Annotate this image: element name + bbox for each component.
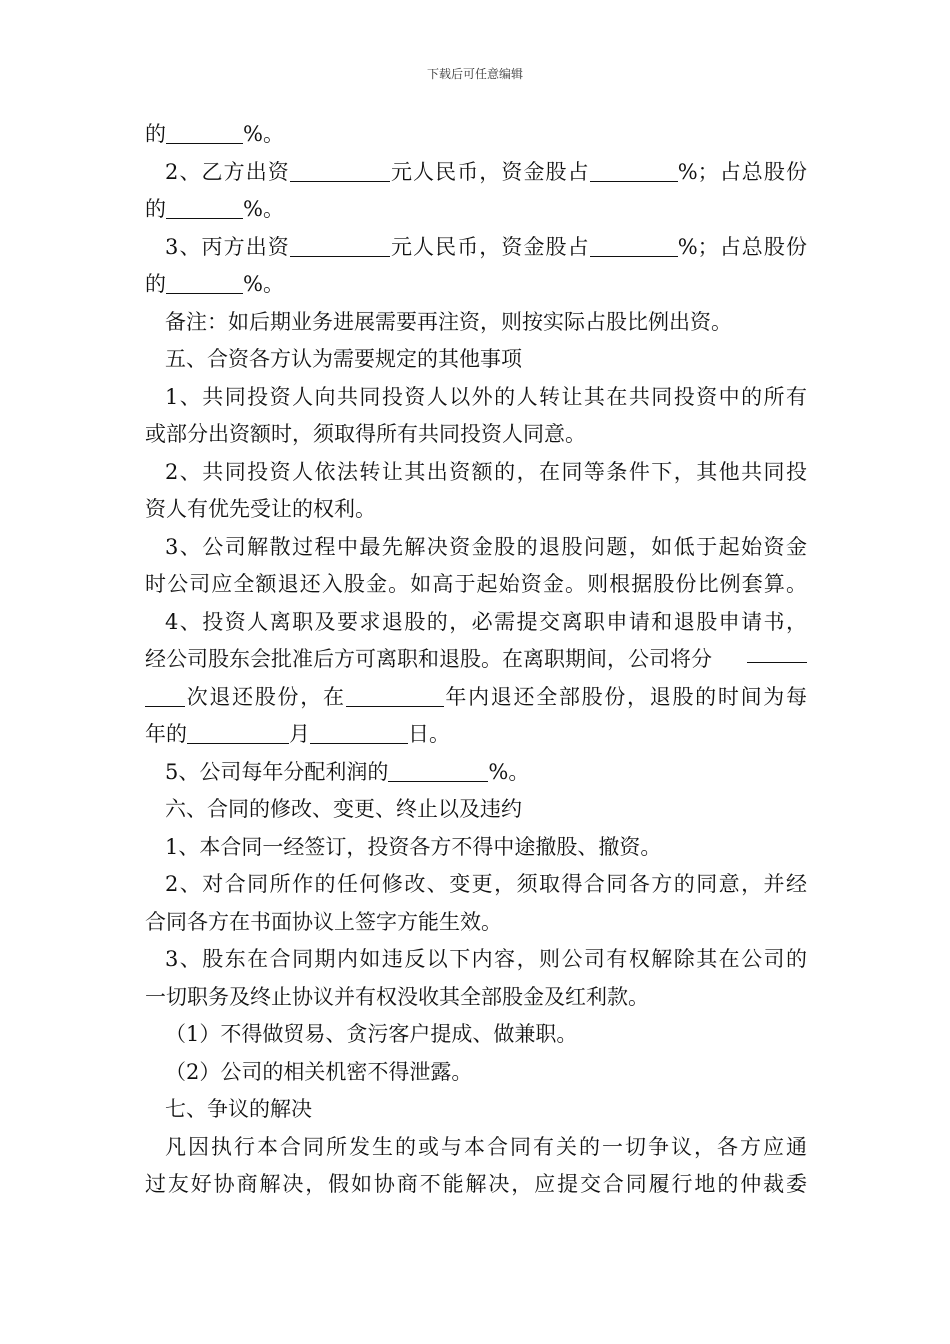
text-line: （1）不得做贸易、贪污客户提成、做兼职。 bbox=[165, 1022, 578, 1046]
text-line: 4、投资人离职及要求退股的，必需提交离职申请和退股申请书， bbox=[165, 609, 807, 634]
text-line: 3、丙方出资 元人民币，资金股占 %；占总股份 bbox=[165, 234, 807, 259]
fill-blank[interactable] bbox=[290, 160, 390, 182]
fill-blank[interactable] bbox=[590, 160, 678, 182]
text-line: 的 %。 bbox=[145, 272, 284, 296]
text-line: 过友好协商解决，假如协商不能解决，应提交合同履行地的仲裁委 bbox=[145, 1172, 807, 1196]
fill-blank[interactable] bbox=[290, 235, 390, 257]
text-line: 2、共同投资人依法转让其出资额的，在同等条件下，其他共同投 bbox=[165, 459, 807, 484]
text-line: 3、股东在合同期内如违反以下内容，则公司有权解除其在公司的 bbox=[165, 947, 807, 971]
text-line: 或部分出资额时，须取得所有共同投资人同意。 bbox=[145, 422, 586, 446]
text-line: 时公司应全额退还入股金。如高于起始资金。则根据股份比例套算。 bbox=[145, 572, 807, 596]
text-line: 一切职务及终止协议并有权没收其全部股金及红利款。 bbox=[145, 984, 649, 1009]
text-line: （2）公司的相关机密不得泄露。 bbox=[165, 1059, 473, 1084]
text-line: 次退还股份，在 年内退还全部股份，退股的时间为每 bbox=[145, 679, 807, 717]
text-line: 备注：如后期业务进展需要再注资，则按实际占股比例出资。 bbox=[165, 309, 732, 334]
fill-blank[interactable] bbox=[166, 197, 243, 219]
text-line: 的 %。 bbox=[145, 122, 284, 146]
fill-blank[interactable] bbox=[747, 641, 807, 663]
fill-blank[interactable] bbox=[166, 122, 243, 144]
fill-blank[interactable] bbox=[590, 235, 678, 257]
section-heading: 五、合资各方认为需要规定的其他事项 bbox=[165, 347, 522, 371]
text-line: 资人有优先受让的权利。 bbox=[145, 497, 376, 521]
fill-blank[interactable] bbox=[145, 685, 185, 707]
text-line: 的 %。 bbox=[145, 197, 284, 221]
text-line: 经公司股东会批准后方可离职和退股。在离职期间，公司将分 bbox=[145, 641, 807, 679]
document-body bbox=[145, 116, 807, 1204]
section-heading: 七、争议的解决 bbox=[165, 1097, 312, 1121]
text-line: 凡因执行本合同所发生的或与本合同有关的一切争议，各方应通 bbox=[165, 1134, 807, 1159]
text-line: 1、共同投资人向共同投资人以外的人转让其在共同投资中的所有 bbox=[165, 384, 807, 409]
text-line: 合同各方在书面协议上签字方能生效。 bbox=[145, 909, 502, 934]
fill-blank[interactable] bbox=[388, 760, 488, 782]
page-header: 下载后可任意编辑 bbox=[426, 67, 523, 81]
text-line: 2、对合同所作的任何修改、变更，须取得合同各方的同意，并经 bbox=[165, 872, 807, 896]
fill-blank[interactable] bbox=[310, 722, 408, 744]
fill-blank[interactable] bbox=[187, 722, 289, 744]
fill-blank[interactable] bbox=[346, 685, 444, 707]
fill-blank[interactable] bbox=[166, 272, 243, 294]
section-heading: 六、合同的修改、变更、终止以及违约 bbox=[165, 797, 522, 821]
text-line: 年的 月 日。 bbox=[145, 722, 450, 746]
text-line: 3、公司解散过程中最先解决资金股的退股问题，如低于起始资金 bbox=[165, 534, 807, 559]
text-line: 5、公司每年分配利润的 %。 bbox=[165, 759, 530, 784]
text-line: 2、乙方出资 元人民币，资金股占 %；占总股份 bbox=[165, 159, 807, 184]
text-line: 1、本合同一经签订，投资各方不得中途撤股、撤资。 bbox=[165, 834, 662, 859]
